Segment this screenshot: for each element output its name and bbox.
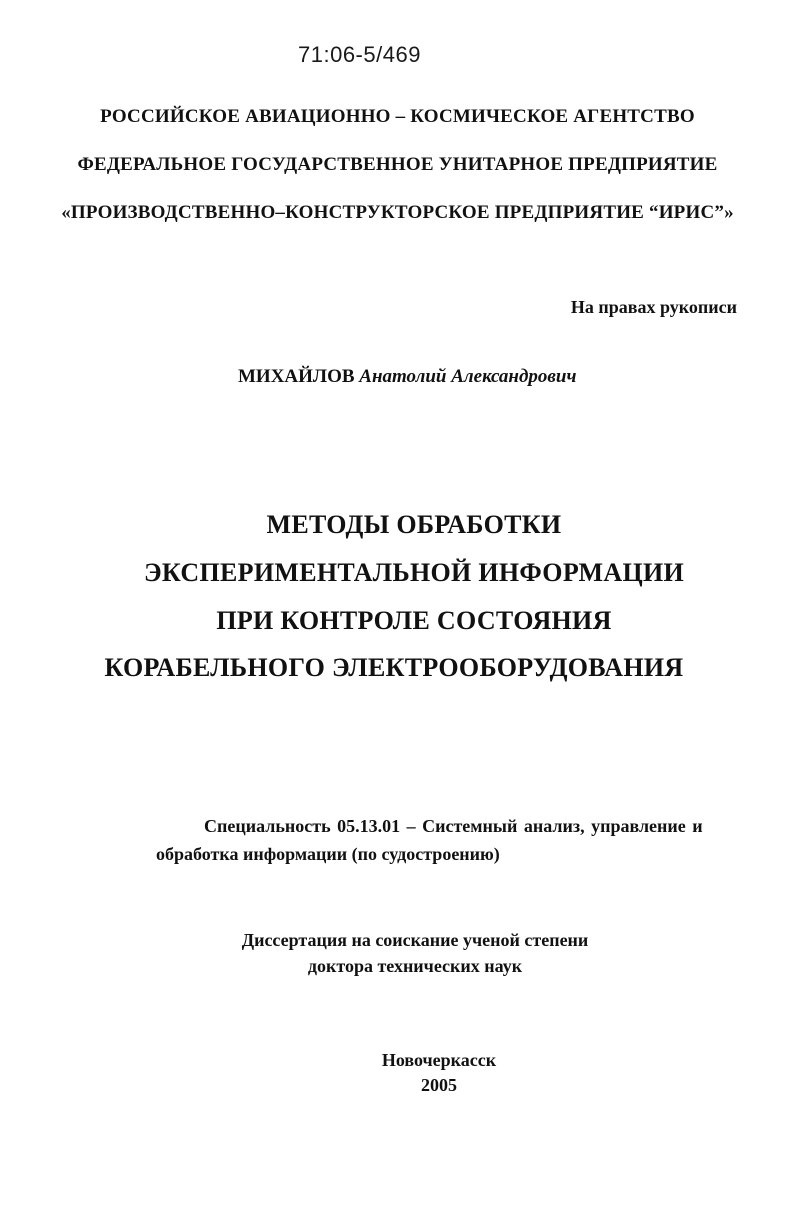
specialty-line-1: Специальность 05.13.01 – Системный анализ, управление и (204, 816, 703, 836)
organization-line-2: ФЕДЕРАЛЬНОЕ ГОСУДАРСТВЕННОЕ УНИТАРНОЕ ПРЕДПРИЯТИЕ (77, 154, 718, 175)
specialty-line-2: обработка информации (по судостроению) (156, 844, 500, 864)
degree-line-1: Диссертация на соискание ученой степени (241, 930, 589, 950)
catalog-stamp: 71:06-5/469 (298, 42, 421, 67)
degree-line-2: доктора технических наук (307, 956, 523, 976)
author-name (238, 366, 576, 388)
author-given-names: Анатолий Александрович (359, 366, 577, 387)
thesis-title-line-1: МЕТОДЫ ОБРАБОТКИ (266, 510, 562, 539)
specialty-block (156, 812, 740, 868)
organization-line-1: РОССИЙСКОЕ АВИАЦИОННО – КОСМИЧЕСКОЕ АГЕНТСТВО (100, 106, 695, 127)
organization-line-3: «ПРОИЗВОДСТВЕННО–КОНСТРУКТОРСКОЕ ПРЕДПРИЯТИЕ “ИРИС”» (61, 202, 734, 223)
thesis-title-line-3: ПРИ КОНТРОЛЕ СОСТОЯНИЯ (216, 606, 612, 635)
manuscript-rights-note: На правах рукописи (570, 297, 737, 317)
thesis-title-line-2: ЭКСПЕРИМЕНТАЛЬНОЙ ИНФОРМАЦИИ (143, 558, 685, 587)
author-surname: МИХАЙЛОВ (238, 366, 355, 387)
year: 2005 (421, 1075, 457, 1095)
city: Новочеркасск (381, 1050, 497, 1070)
thesis-title-line-4: КОРАБЕЛЬНОГО ЭЛЕКТРООБОРУДОВАНИЯ (104, 653, 684, 682)
